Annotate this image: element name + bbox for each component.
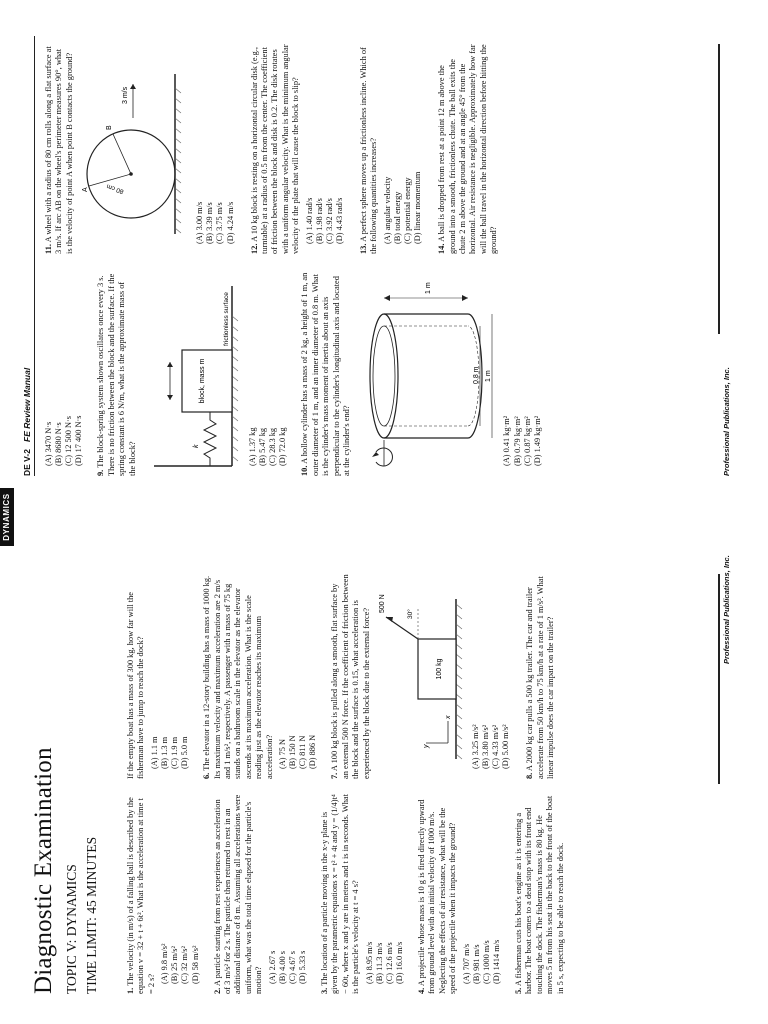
option: (D) 4.24 m/s: [225, 201, 235, 244]
option: (D) 886 N: [308, 734, 318, 769]
option: (D) 17 400 N·s: [74, 415, 84, 466]
option: (B) 11.3 m/s: [374, 942, 384, 984]
figure-q11-point-a: A: [82, 187, 90, 192]
question-7: 7. A 100 kg block is pulled along a smooth, flat surface by an external 500 N force. If the coefficient of friction between the block and the surface is 0.15, what acceleration is experienced by the block due to the external force?: [330, 574, 371, 779]
option: (C) 32 m/s²: [180, 946, 190, 984]
option: (B) total energy: [392, 191, 402, 244]
figure-q7-x: x: [445, 715, 453, 719]
options-7: [471, 574, 511, 769]
option: (C) 12.6 m/s: [384, 942, 394, 984]
question-9: 9. The block-spring system shown oscillates once every 3 s. There is no friction between the block and the surface. If the spring constant is 6 N/m, what is the approximate mass of the block?: [96, 273, 137, 476]
question-3: 3. The location of a particle moving in the x-y plane is given by the parametric equations x = t² + 4t and y = (1/4)t⁴ − 60t, where x and y are in meters and t is in seconds. What is the particle's velocity at t = 4 s?: [320, 794, 361, 994]
option: (A) 707 m/s: [461, 943, 471, 984]
footer-right: Professional Publications, Inc.: [722, 367, 731, 476]
left-col-1: [126, 794, 566, 994]
question-5-cont: If the empty boat has a mass of 300 kg, how far will the fisherman have to jump to reach the dock?: [126, 592, 146, 779]
option: (B) 4.00 s: [277, 951, 287, 984]
option: (C) 4.33 m/s²: [491, 724, 501, 769]
option: (C) 1.9 m: [170, 736, 179, 769]
figure-q9-block: block, mass m: [199, 358, 206, 404]
option: (C) 1000 m/s: [481, 940, 491, 984]
options-10: [502, 271, 542, 466]
option: (C) 811 N: [298, 735, 308, 769]
question-1: 1. The velocity (in m/s) of a falling ball is described by the equation v = 32 + t + 6t². What is the acceleration at time t = 2 s?: [126, 797, 156, 994]
header-rule: [34, 36, 35, 476]
figure-q11-point-b: B: [106, 125, 114, 130]
question-2: 2. A particle starting from rest experiences an acceleration of 3 m/s² for 2 s. The particle then returned to rest in an additional distance of 8 m. Assuming all accelerations were uniform, what was the total time elapsed for the particle's motion?: [212, 794, 264, 994]
options-2: [268, 794, 308, 984]
question-8: 8. A 2000 kg car pulls a 500 kg trailer. The car and trailer accelerate from 50 km/h to 75 km/h at a rate of 1 m/s². What linear impulse does the car impart on the trailer?: [525, 576, 556, 779]
options-8: [44, 271, 84, 466]
question-12: 12. A 10 kg block is resting on a horizontal circular disk (e.g., turntable) at a radius of 0.5 m from the center. The coefficient of friction between the block and disk is 0.2. The disk rotates with a uniform angular velocity. What is the minimum angular velocity of the plate that will cause the block to slip?: [249, 44, 301, 254]
option: (C) 12 500 N·s: [64, 415, 74, 466]
question-13: 13. A perfect sphere moves up a frictionless incline. Which of the following quantities increases?: [359, 47, 379, 254]
option: (B) 981 m/s: [471, 944, 481, 984]
option: (B) 150 N: [288, 735, 298, 769]
figure-q7-mass: 100 kg: [436, 658, 444, 680]
option: (D) 5.0 m: [180, 736, 190, 769]
header-code: DE V-2: [22, 449, 32, 476]
options-5: [150, 574, 190, 769]
left-col-2: [126, 574, 557, 779]
options-13: [383, 44, 423, 244]
option: (A) 75 N: [278, 739, 288, 769]
figure-q7-y: y: [423, 744, 431, 748]
question-14: 14. A ball is dropped from rest at a point 12 m above the ground into a smooth, frictionless chute. The ball exits the chute 2 m above the ground and at an angle 45° from the horizontal. Air resistance is negligible. Approximately how far will the ball travel in the horizontal direction before hitting the ground?: [437, 44, 499, 254]
option: (B) 0.79 kg·m²: [512, 416, 522, 466]
footer-left: Professional Publications, Inc.: [722, 555, 731, 664]
figure-q9-surface: frictionless surface: [223, 292, 230, 346]
options-1: [160, 794, 200, 984]
options-3: [365, 794, 405, 984]
options-9: [248, 271, 288, 466]
section-tab: DYNAMICS: [0, 488, 14, 546]
option: (B) 1.98 rad/s: [314, 198, 324, 244]
right-col-2: [44, 44, 500, 254]
option: (C) 3.92 rad/s: [324, 198, 334, 244]
option: (D) linear momentum: [413, 171, 423, 244]
option: (A) 1.40 rad/s: [304, 197, 314, 244]
option: (C) potential energy: [403, 177, 412, 244]
question-6: 6. The elevator in a 12-story building has a mass of 1000 kg. Its maximum velocity and maximum acceleration are 2 m/s and 1 m/s², respectively. A passenger with a mass of 75 kg stands on a bathroom scale in the elevator as the elevator ascends at its maximum acceleration. What is the scale reading just as the elevator reaches its maximum acceleration?: [202, 575, 274, 779]
options-4: [462, 794, 502, 984]
option: (A) 1.37 kg: [248, 427, 257, 466]
footer-rule-right: [718, 44, 720, 334]
figure-q11-wheel: [81, 54, 191, 254]
footer-rule-left: [718, 574, 720, 784]
options-11: [195, 44, 235, 244]
question-4: 4. A projectile whose mass is 10 g is fired directly upward from ground level with an initial velocity of 1000 m/s. Neglecting the effects of air resistance, what will be the speed of the projectile when it impacts the ground?: [417, 799, 458, 994]
figure-q10-height: 1 m: [425, 282, 433, 294]
option: (C) 4.67 s: [287, 951, 297, 984]
figure-q7-force: 500 N: [379, 594, 387, 613]
figure-q10-cylinder: [358, 276, 498, 476]
option: (A) 9.8 m/s²: [160, 943, 170, 984]
header-book: FE Review Manual: [22, 367, 32, 442]
time-limit: TIME LIMIT: 45 MINUTES: [84, 836, 99, 994]
option: (D) 72.0 kg: [278, 427, 288, 466]
option: (B) 1.3 m: [159, 736, 169, 769]
figure-q10-outer: 1 m: [485, 370, 493, 382]
option: (C) 28.3 kg: [268, 427, 278, 466]
option: (B) 5.47 kg: [258, 427, 268, 466]
figure-q9-spring: [144, 276, 244, 476]
option: (C) 0.87 kg·m²: [522, 416, 532, 466]
option: (A) 2.67 s: [267, 950, 277, 984]
option: (A) 3470 N·s: [44, 421, 53, 466]
figure-q7-angle: 30°: [407, 609, 415, 619]
option: (B) 3.80 m/s²: [481, 724, 491, 769]
options-6: [278, 574, 318, 769]
option: (D) 5.33 s: [297, 950, 307, 984]
option: (A) 0.41 kg·m²: [502, 415, 512, 466]
option: (A) 3.00 m/s: [195, 201, 205, 244]
option: (B) 3.39 m/s: [205, 202, 215, 244]
options-12: [305, 44, 345, 244]
option: (D) 58 m/s²: [190, 945, 200, 984]
option: (B) 25 m/s²: [170, 946, 180, 984]
question-11: 11. A wheel with a radius of 80 cm rolls along a flat surface at 3 m/s. If arc AB on the wheel's perimeter measures 90°, what is the velocity of point A when point B contacts the ground?: [44, 46, 74, 254]
option: (D) 5.00 m/s²: [501, 724, 511, 769]
option: (A) 8.95 m/s: [364, 941, 374, 984]
option: (D) 1414 m/s: [491, 939, 501, 984]
page-title: Diagnostic Examination: [30, 747, 57, 994]
figure-q11-speed: 3 m/s: [122, 86, 130, 104]
option: (A) angular velocity: [382, 176, 392, 244]
figure-q9-k: k: [193, 444, 200, 448]
option: (B) 8680 N·s: [54, 422, 64, 466]
figure-q11-radius: 80 cm: [105, 182, 125, 195]
question-10: 10. A hollow cylinder has a mass of 2 kg, a height of 1 m, an outer diameter of 1 m, and an inner diameter of 0.8 m. What is the cylinder's mass moment of inertia about an axis perpendicular to the cylinder's longitudinal axis and located at the cylinder's end?: [300, 272, 351, 476]
option: (A) 3.25 m/s²: [471, 724, 481, 769]
question-5: 5. A fisherman cuts his boat's engine as it is entering a harbor. The boat comes to a dead stop with its front end touching the dock. The fisherman's mass is 80 kg. He moves 5 m from his seat in the back to the front of the boat in 5 s, expecting to be able to reach the dock.: [514, 795, 565, 994]
option: (D) 4.43 rad/s: [334, 197, 344, 244]
running-header: [22, 368, 32, 476]
topic-heading: TOPIC V: DYNAMICS: [64, 864, 79, 994]
figure-q10-inner: 0.8 m: [473, 366, 481, 384]
option: (D) 1.49 kg·m²: [532, 415, 542, 466]
option: (A) 1.1 m: [149, 736, 159, 769]
right-col-1: [44, 271, 543, 476]
option: (C) 3.75 m/s: [215, 202, 225, 244]
figure-q7-block: [378, 579, 468, 779]
option: (D) 16.0 m/s: [394, 941, 404, 984]
